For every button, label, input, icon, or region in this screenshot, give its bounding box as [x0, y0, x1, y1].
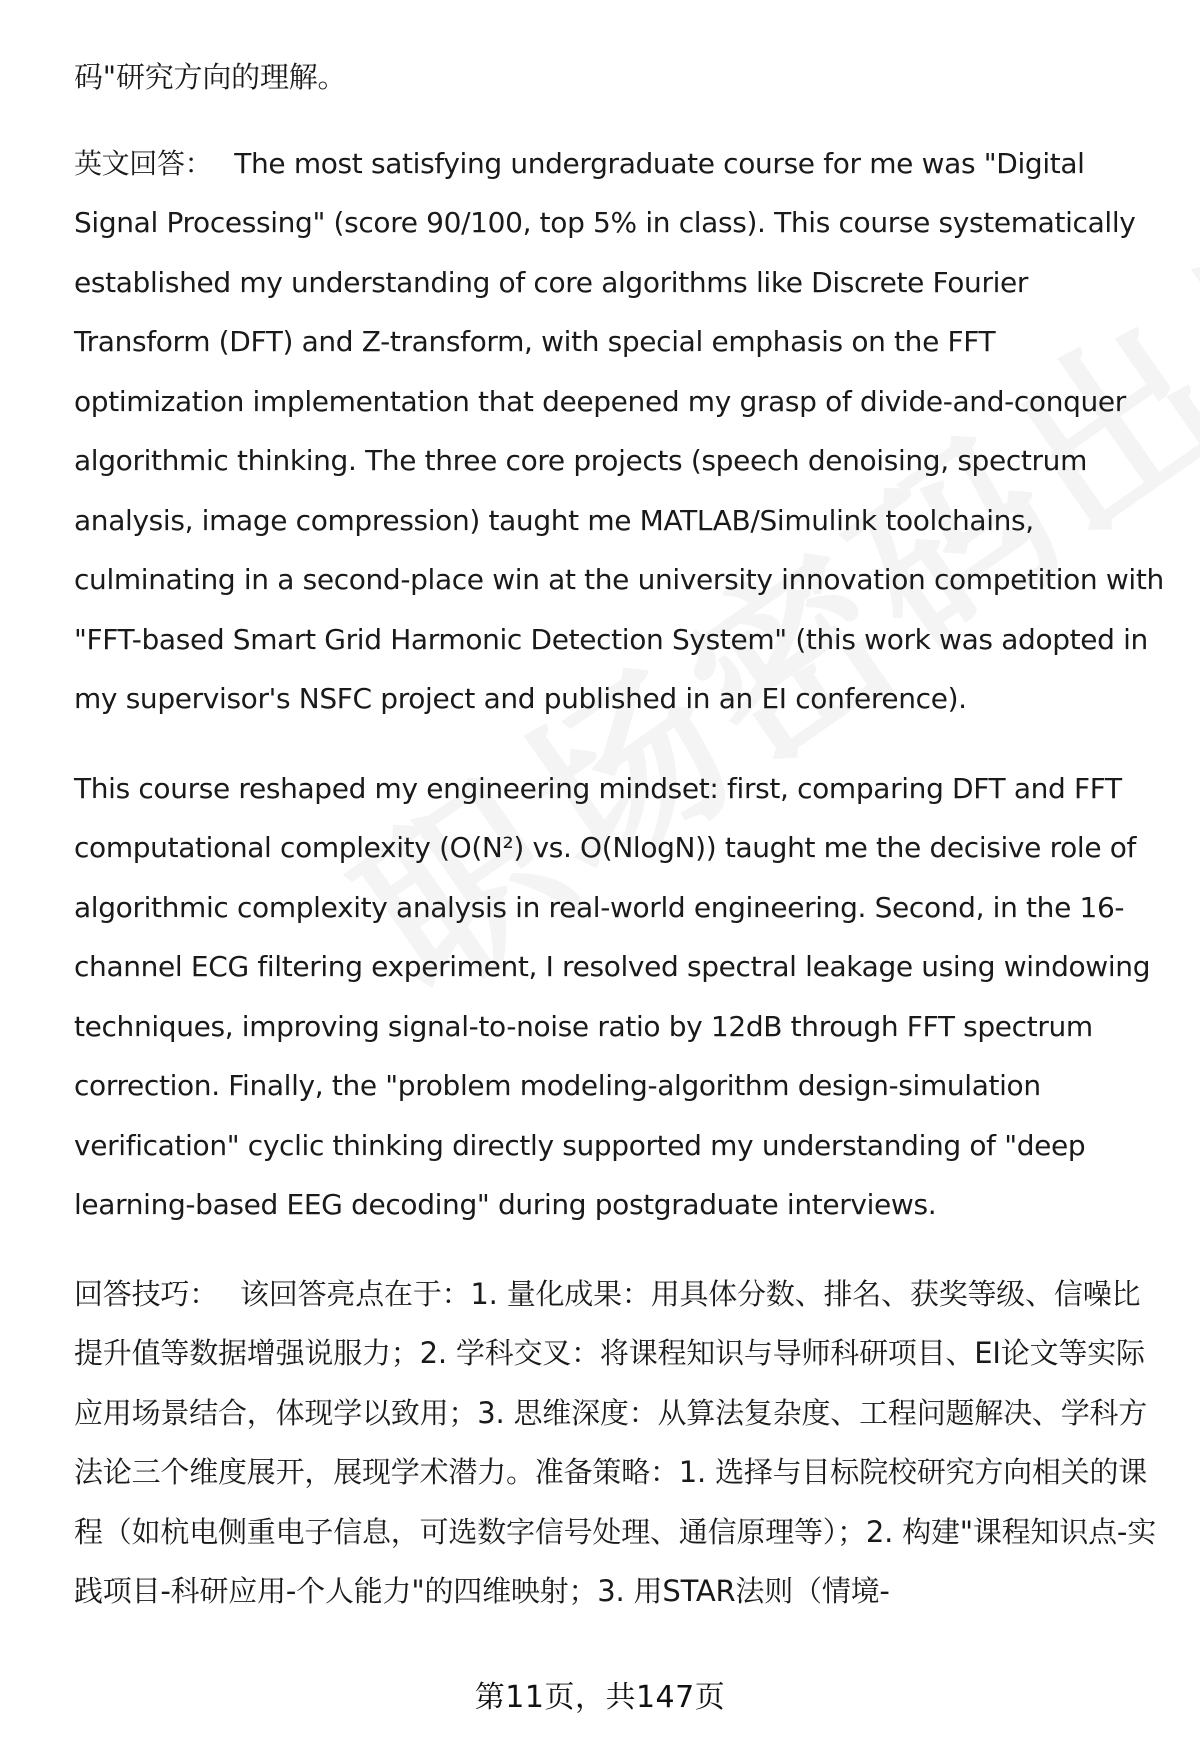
- english-answer-text: The most satisfying undergraduate course for me was "Digital Signal Processing" (score 90/100, top 5% in class). This course systematically established my understanding of core algorithms like Discrete Fourier Transform (DFT) and Z-transform, with special emphasis on the FFT optimization implementation that deepened my grasp of divide-and-conquer algorithmic thinking. The three core projects (speech denoising, spectrum analysis, image compression) taught me MATLAB/Simulink toolchains, culminating in a second-place win at the university innovation competition with "FFT-based Smart Grid Harmonic Detection System" (this work was adopted in my supervisor's NSFC project and published in an EI conference).: [74, 146, 1164, 715]
- tips-text: 该回答亮点在于：1. 量化成果：用具体分数、排名、获奖等级、信噪比提升值等数据增强说服力；2. 学科交叉：将课程知识与导师科研项目、EI论文等实际应用场景结合，体现学以致用；3. 思维深度：从算法复杂度、工程问题解决、学科方法论三个维度展开，展现学术潜力。准备策略：1. 选择与目标院校研究方向相关的课程（如杭电侧重电子信息，可选数字信号处理、通信原理等）；2. 构建"课程知识点-实践项目-科研应用-个人能力"的四维映射；3. 用STAR法则（情境-: [74, 1276, 1156, 1608]
- english-answer-paragraph: [74, 134, 1164, 729]
- page-footer: 第11页，共147页: [474, 1680, 726, 1715]
- tips-paragraph: [74, 1265, 1164, 1622]
- english-answer-label: 英文回答：: [74, 146, 213, 180]
- tips-label: 回答技巧：: [74, 1276, 219, 1311]
- continuation-text: 码"研究方向的理解。: [74, 60, 347, 94]
- english-answer-paragraph-2: This course reshaped my engineering mindset: first, comparing DFT and FFT computational complexity (O(N²) vs. O(NlogN)) taught me the decisive role of algorithmic complexity analysis in real-world engineering. Second, in the 16-channel ECG filtering experiment, I resolved spectral leakage using windowing techniques, improving signal-to-noise ratio by 12dB through FFT spectrum correction. Finally, the "problem modeling-algorithm design-simulation verification" cyclic thinking directly supported my understanding of "deep learning-based EEG decoding" during postgraduate interviews.: [74, 771, 1151, 1221]
- document-body: [74, 48, 1164, 1652]
